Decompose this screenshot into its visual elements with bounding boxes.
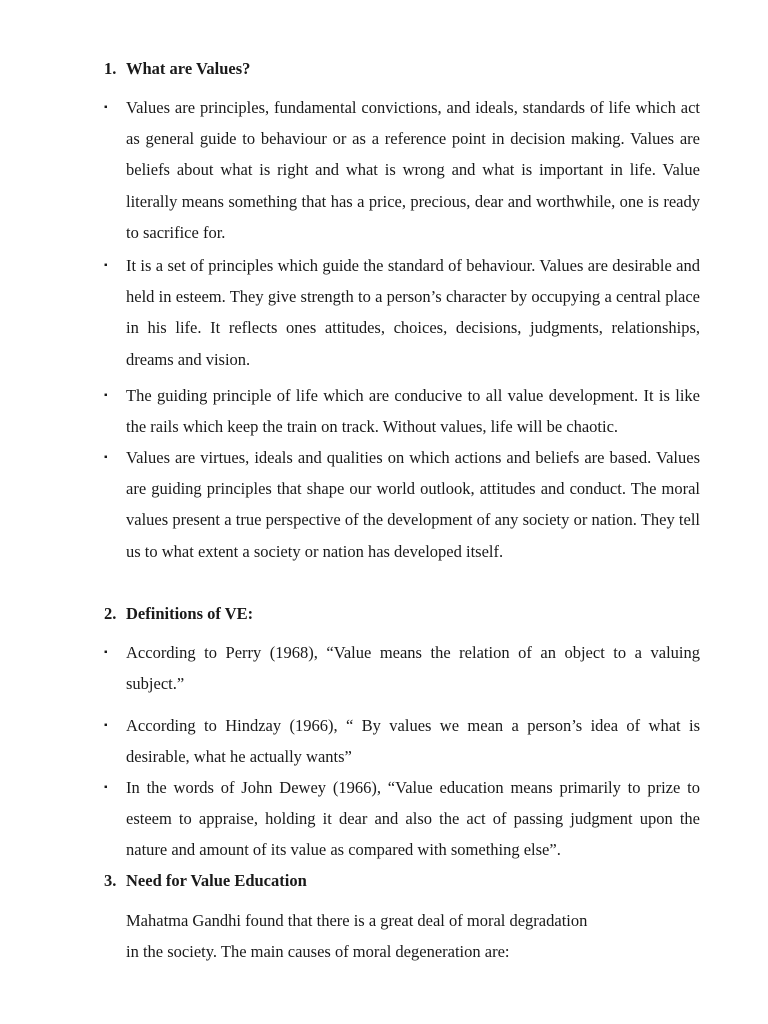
bullet-text: The guiding principle of life which are conducive to all value development. It is like the rails which keep the train on track. Without values, life will be chaotic. (126, 386, 700, 437)
bullet-text: It is a set of principles which guide the standard of behaviour. Values are desirable and held in esteem. They give strength to a person’s character by occupying a central place in his life. It reflects ones attitudes, choices, decisions, judgments, relationships, dreams and vision. (126, 256, 700, 369)
section-1-bullet-4 (104, 442, 700, 567)
section-2-title: Definitions of VE: (126, 604, 254, 623)
section-2-heading (104, 604, 253, 624)
section-1-number: 1. (104, 59, 117, 78)
paragraph-line: Mahatma Gandhi found that there is a great deal of moral degradation (126, 911, 588, 930)
bullet-text: Values are virtues, ideals and qualities on which actions and beliefs are based. Values are guiding principles that shape our world outlook, attitudes and conduct. The moral values present a true perspective of the development of any society or nation. They tell us to what extent a society or nation has developed itself. (126, 448, 700, 561)
section-2-bullet-3 (104, 772, 700, 866)
bullet-icon: ▪ (104, 390, 108, 401)
bullet-icon: ▪ (104, 720, 108, 731)
bullet-text: In the words of John Dewey (1966), “Value education means primarily to prize to esteem to appraise, holding it dear and also the act of passing judgment upon the nature and amount of its value as compared with something else”. (126, 778, 700, 860)
section-1-heading (104, 59, 250, 79)
bullet-icon: ▪ (104, 102, 108, 113)
bullet-icon: ▪ (104, 260, 108, 271)
section-1-bullet-2 (104, 250, 700, 375)
bullet-icon: ▪ (104, 647, 108, 658)
section-3-title: Need for Value Education (126, 871, 307, 890)
section-3-heading (104, 871, 307, 891)
bullet-text: Values are principles, fundamental convictions, and ideals, standards of life which act as general guide to behaviour or as a reference point in decision making. Values are beliefs about what is right and what is wrong and what is important in life. Value literally means something that has a price, precious, dear and worthwhile, one is ready to sacrifice for. (126, 98, 700, 242)
bullet-text: According to Hindzay (1966), “ By values we mean a person’s idea of what is desirable, what he actually wants” (126, 716, 700, 767)
section-2-number: 2. (104, 604, 117, 623)
section-3-paragraph (126, 905, 686, 967)
bullet-icon: ▪ (104, 782, 108, 793)
section-1-bullet-1 (104, 92, 700, 248)
section-3-number: 3. (104, 871, 117, 890)
section-1-title: What are Values? (126, 59, 251, 78)
paragraph-line: in the society. The main causes of moral degeneration are: (126, 942, 510, 961)
section-2-bullet-2 (104, 710, 700, 772)
section-1-bullet-3 (104, 380, 700, 442)
section-2-bullet-1 (104, 637, 700, 699)
bullet-text: According to Perry (1968), “Value means the relation of an object to a valuing subject.” (126, 643, 700, 694)
bullet-icon: ▪ (104, 452, 108, 463)
